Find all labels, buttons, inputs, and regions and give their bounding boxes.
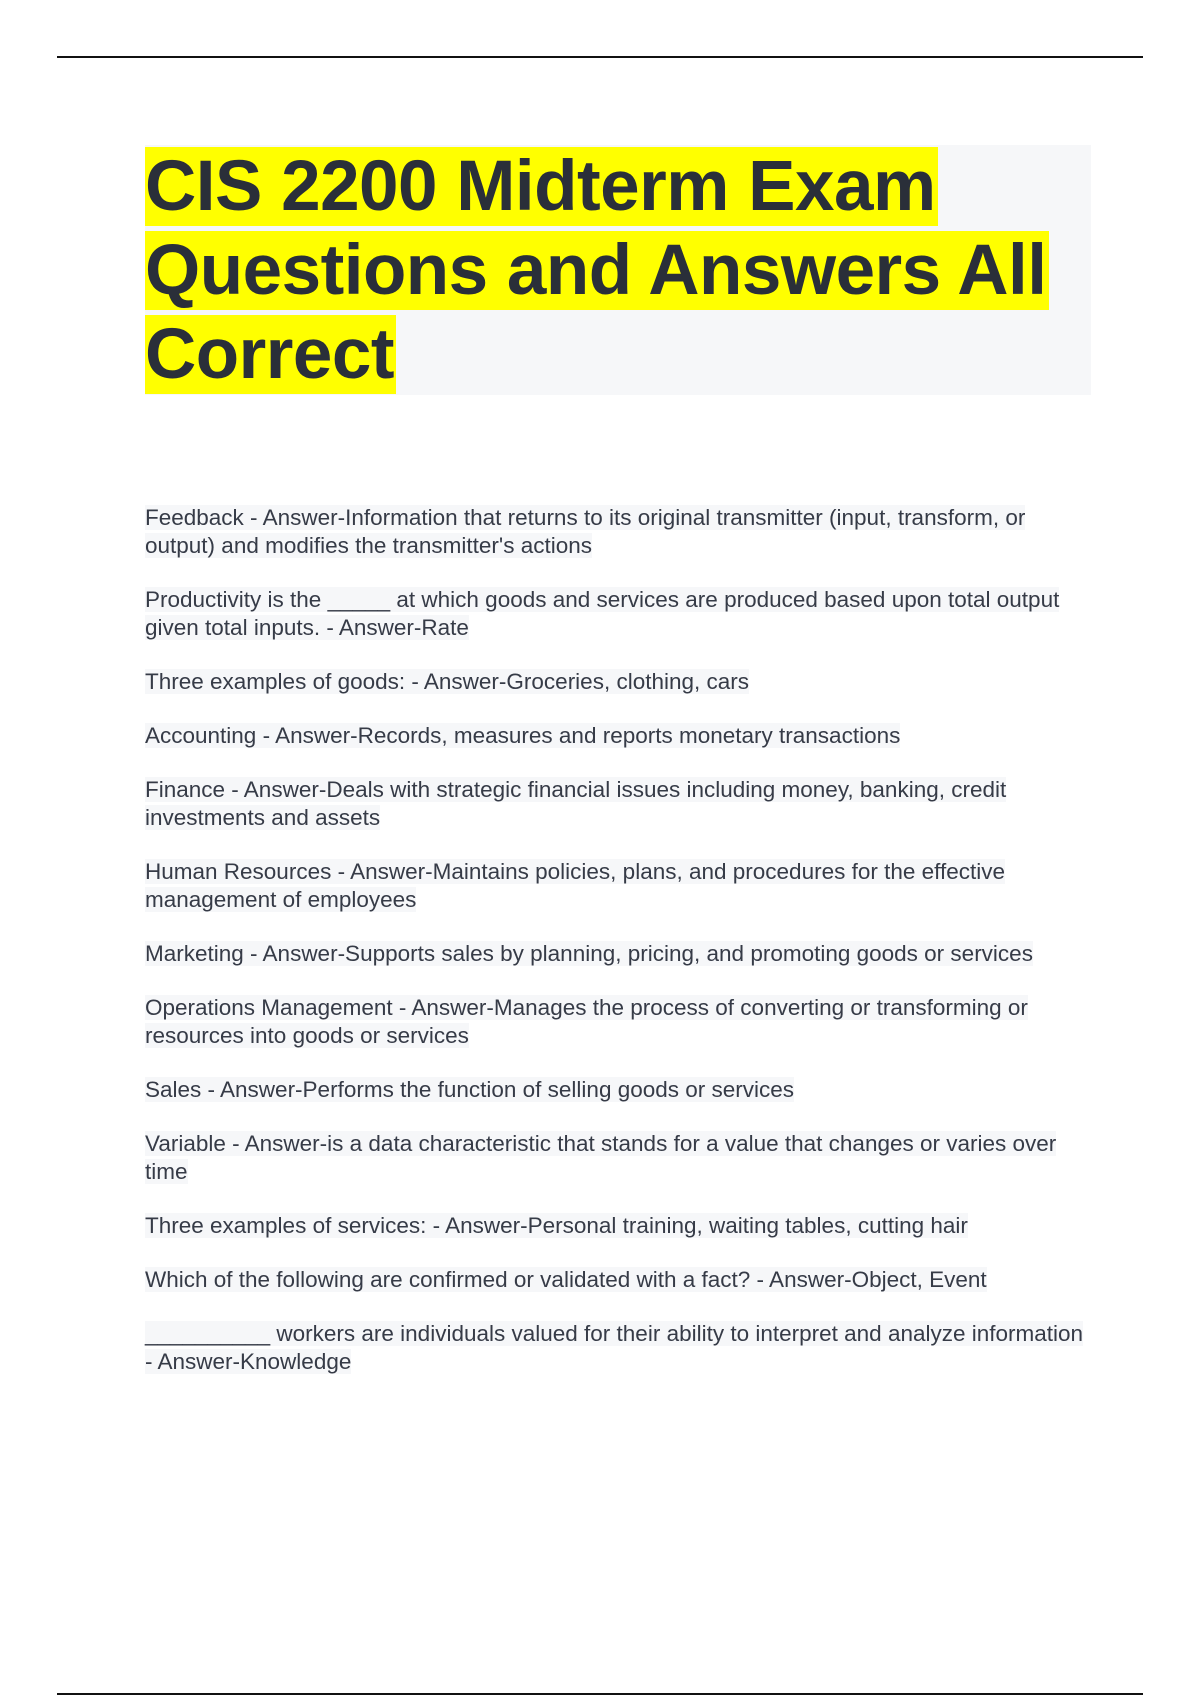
qa-item [145, 1076, 1085, 1104]
qa-item-text: Feedback - Answer-Information that returns to its original transmitter (input, transform, or output) and modifies the transmitter's actions [145, 505, 1026, 558]
qa-item [145, 1130, 1085, 1186]
qa-item-text: Variable - Answer-is a data characteristic that stands for a value that changes or varies over time [145, 1131, 1057, 1184]
document-title-text: CIS 2200 Midterm Exam Questions and Answers All Correct [145, 147, 1047, 394]
qa-item-text: Finance - Answer-Deals with strategic financial issues including money, banking, credit investments and assets [145, 777, 1007, 830]
qa-item-text: Three examples of goods: - Answer-Groceries, clothing, cars [145, 669, 750, 694]
qa-item [145, 994, 1085, 1050]
qa-item-text: __________ workers are individuals valued for their ability to interpret and analyze information - Answer-Knowledge [145, 1321, 1084, 1374]
qa-item-text: Accounting - Answer-Records, measures and reports monetary transactions [145, 723, 901, 748]
qa-item [145, 722, 1085, 750]
qa-item [145, 776, 1085, 832]
document-title [145, 145, 1091, 397]
qa-item-text: Human Resources - Answer-Maintains policies, plans, and procedures for the effective management of employees [145, 859, 1006, 912]
top-rule [57, 56, 1143, 58]
qa-list [145, 504, 1085, 1402]
qa-item [145, 586, 1085, 642]
bottom-rule [57, 1693, 1143, 1695]
qa-item-text: Which of the following are confirmed or validated with a fact? - Answer-Object, Event [145, 1267, 987, 1292]
qa-item-text: Marketing - Answer-Supports sales by planning, pricing, and promoting goods or services [145, 941, 1033, 966]
title-block [145, 145, 1091, 395]
qa-item [145, 1212, 1085, 1240]
qa-item-text: Operations Management - Answer-Manages the process of converting or transforming or resources into goods or services [145, 995, 1028, 1048]
qa-item-text: Sales - Answer-Performs the function of selling goods or services [145, 1077, 795, 1102]
qa-item [145, 1266, 1085, 1294]
qa-item [145, 858, 1085, 914]
qa-item-text: Productivity is the _____ at which goods and services are produced based upon total output given total inputs. - Answer-Rate [145, 587, 1060, 640]
qa-item [145, 940, 1085, 968]
qa-item [145, 504, 1085, 560]
qa-item [145, 1320, 1085, 1376]
qa-item [145, 668, 1085, 696]
qa-item-text: Three examples of services: - Answer-Personal training, waiting tables, cutting hair [145, 1213, 968, 1238]
